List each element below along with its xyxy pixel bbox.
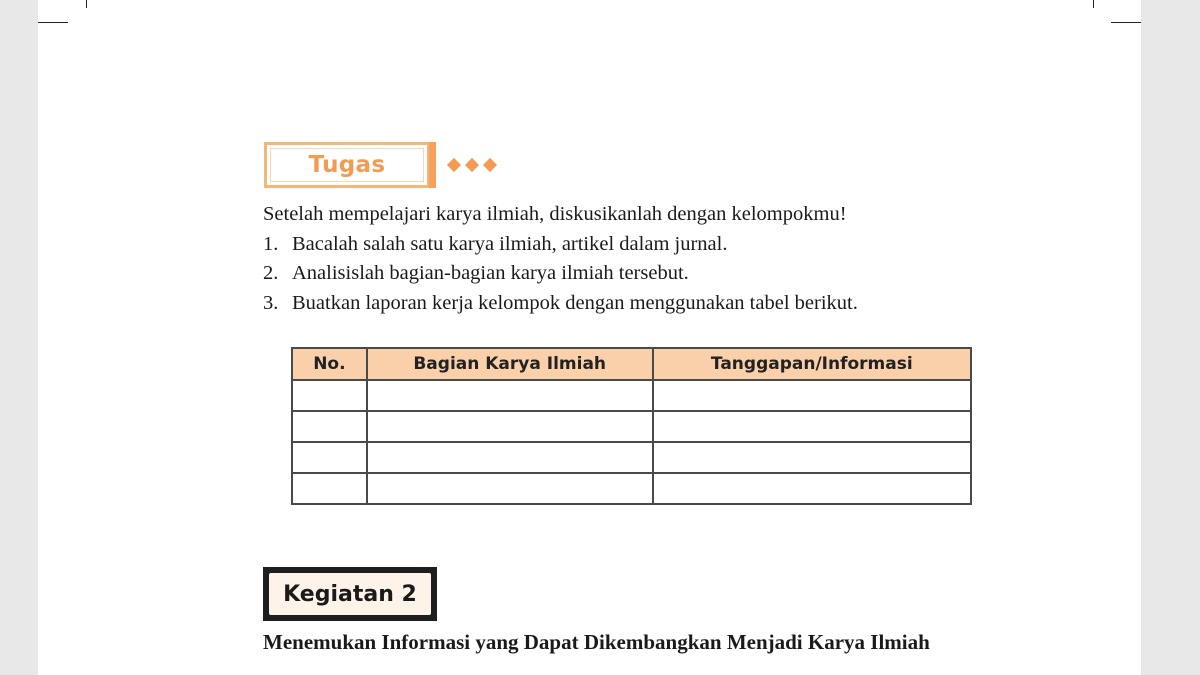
- activity-heading: Menemukan Informasi yang Dapat Dikembangkan Menjadi Karya Ilmiah: [263, 630, 930, 654]
- table-cell: [292, 380, 367, 411]
- table-row: [292, 380, 971, 411]
- task-step: [263, 289, 1023, 319]
- activity-badge: [263, 567, 437, 621]
- report-table: [291, 347, 972, 505]
- table-cell: [367, 442, 653, 473]
- activity-badge-inner: [269, 573, 431, 615]
- crop-mark-top-left: [38, 22, 68, 23]
- task-step-text: Bacalah salah satu karya ilmiah, artikel dalam jurnal.: [292, 232, 728, 255]
- crop-mark-top-right: [1111, 22, 1141, 23]
- table-header-row: [292, 348, 971, 380]
- crop-mark-top-right-vertical: [1093, 0, 1094, 8]
- table-row: [292, 411, 971, 442]
- tugas-badge: [264, 142, 430, 188]
- task-step-number: 1.: [263, 232, 279, 255]
- task-step-number: 2.: [263, 262, 279, 284]
- task-instructions: [263, 200, 1023, 318]
- diamond-icon: [483, 158, 497, 172]
- table-cell: [292, 442, 367, 473]
- column-header-section: Bagian Karya Ilmiah: [367, 348, 653, 380]
- column-header-response: Tanggapan/Informasi: [653, 348, 971, 380]
- table-cell: [653, 411, 971, 442]
- activity-badge-label: Kegiatan 2: [283, 581, 417, 607]
- column-header-number: No.: [292, 348, 367, 380]
- task-step-text: Analisislah bagian-bagian karya ilmiah tersebut.: [292, 262, 689, 284]
- diamond-ornament: [449, 160, 495, 170]
- task-step-text: Buatkan laporan kerja kelompok dengan menggunakan tabel berikut.: [292, 291, 858, 314]
- crop-mark-top-left-vertical: [86, 0, 87, 8]
- table-row: [292, 442, 971, 473]
- table-cell: [653, 473, 971, 504]
- tugas-badge-accent-strip: [429, 142, 436, 188]
- table-cell: [367, 411, 653, 442]
- task-intro: Setelah mempelajari karya ilmiah, diskusikanlah dengan kelompokmu!: [263, 203, 847, 225]
- diamond-icon: [447, 158, 461, 172]
- table-cell: [653, 442, 971, 473]
- document-page: [38, 0, 1141, 675]
- tugas-badge-label: Tugas: [308, 152, 386, 178]
- diamond-icon: [465, 158, 479, 172]
- table-cell: [292, 411, 367, 442]
- table-cell: [367, 473, 653, 504]
- task-step: [263, 230, 1023, 260]
- table-cell: [653, 380, 971, 411]
- table-cell: [367, 380, 653, 411]
- task-step: [263, 259, 1023, 289]
- table-cell: [292, 473, 367, 504]
- table-row: [292, 473, 971, 504]
- task-step-number: 3.: [263, 291, 279, 314]
